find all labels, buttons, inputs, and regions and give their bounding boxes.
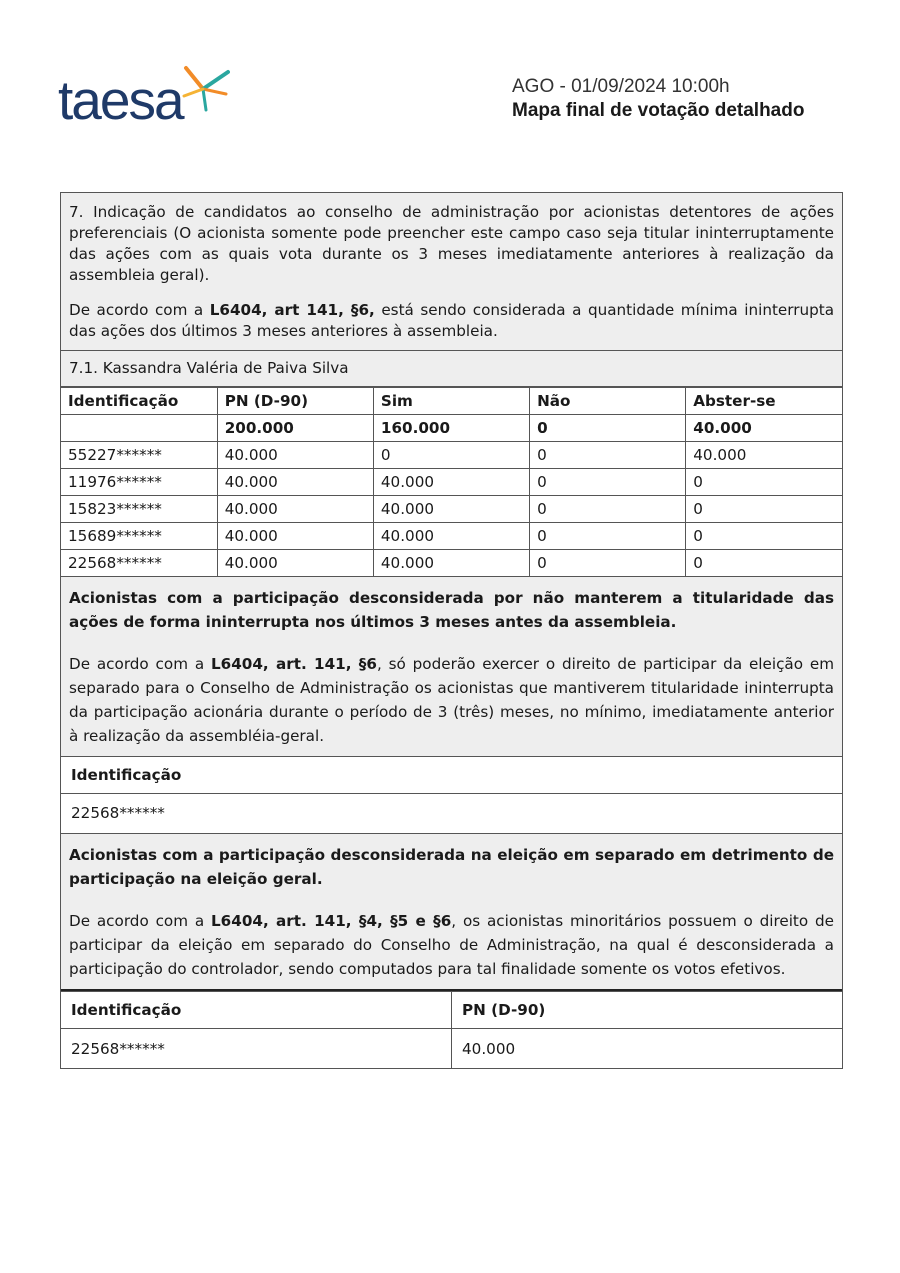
col-pn-d90: PN (D-90) bbox=[452, 992, 843, 1029]
continuity-note: De acordo com a L6404, art. 141, §6, só poderão exercer o direito de participar da eleição em separado para o Conselho de Administração os acionistas que mantiverem titularidade ininterrupta da participação acionária durante o período de 3 (três) meses, no mínimo, imediatamente anterior à realização da assembléia-geral. bbox=[69, 655, 834, 745]
cell-abster: 0 bbox=[686, 523, 842, 550]
voting-map-box bbox=[60, 192, 843, 1069]
table-header-row bbox=[61, 992, 842, 1029]
cell-sim: 40.000 bbox=[373, 550, 529, 577]
table-row bbox=[61, 442, 842, 469]
document-header bbox=[512, 76, 804, 123]
continuity-row: 22568****** bbox=[61, 793, 842, 833]
continuity-heading: Acionistas com a participação desconsiderada por não manterem a titularidade das ações de forma ininterrupta nos últimos 3 meses antes da assembleia. bbox=[69, 589, 834, 631]
cell-id: 22568****** bbox=[61, 550, 217, 577]
cell-pn: 40.000 bbox=[217, 523, 373, 550]
cell-abster: 0 bbox=[686, 469, 842, 496]
col-abster-se: Abster-se bbox=[686, 388, 842, 415]
candidate-title: 7.1. Kassandra Valéria de Paiva Silva bbox=[61, 350, 842, 386]
meeting-date: AGO - 01/09/2024 10:00h bbox=[512, 76, 730, 97]
cell-pn: 40.000 bbox=[217, 442, 373, 469]
general-heading: Acionistas com a participação desconsiderada na eleição em separado em detrimento de participação na eleição geral. bbox=[69, 846, 834, 888]
table-row bbox=[61, 550, 842, 577]
table-row bbox=[61, 523, 842, 550]
total-sim: 160.000 bbox=[373, 415, 529, 442]
cell-id: 15823****** bbox=[61, 496, 217, 523]
total-abster-se: 40.000 bbox=[686, 415, 842, 442]
legal-note: De acordo com a L6404, art 141, §6, está sendo considerada a quantidade mínima ininterrupta das ações dos últimos 3 meses anteriores à assembleia. bbox=[69, 301, 834, 340]
table-row bbox=[61, 469, 842, 496]
document-title: Mapa final de votação detalhado bbox=[512, 100, 805, 121]
cell-id: 55227****** bbox=[61, 442, 217, 469]
cell-nao: 0 bbox=[530, 496, 686, 523]
col-identificacao: Identificação bbox=[61, 992, 452, 1029]
intro-section bbox=[61, 193, 842, 350]
col-nao: Não bbox=[530, 388, 686, 415]
general-note: De acordo com a L6404, art. 141, §4, §5 e §6, os acionistas minoritários possuem o direito de participar da eleição em separado do Conselho de Administração, na qual é desconsiderada a participação do controlador, sendo computados para tal finalidade somente os votos efetivos. bbox=[69, 912, 834, 978]
cell-pn: 40.000 bbox=[217, 496, 373, 523]
cell-abster: 0 bbox=[686, 550, 842, 577]
cell-nao: 0 bbox=[530, 523, 686, 550]
item-description: 7. Indicação de candidatos ao conselho de administração por acionistas detentores de ações preferenciais (O acionista somente pode preencher este campo caso seja titular ininterruptamente das ações com as quais vota durante os 3 meses imediatamente anteriores à realização da assembleia geral). bbox=[69, 203, 834, 284]
cell-sim: 40.000 bbox=[373, 523, 529, 550]
cell-nao: 0 bbox=[530, 469, 686, 496]
col-sim: Sim bbox=[373, 388, 529, 415]
cell-pn: 40.000 bbox=[217, 550, 373, 577]
cell-sim: 0 bbox=[373, 442, 529, 469]
total-identificacao bbox=[61, 415, 217, 442]
cell-sim: 40.000 bbox=[373, 496, 529, 523]
cell-abster: 40.000 bbox=[686, 442, 842, 469]
cell-id: 15689****** bbox=[61, 523, 217, 550]
cell-nao: 0 bbox=[530, 550, 686, 577]
taesa-logo bbox=[58, 64, 230, 130]
general-election-section bbox=[61, 833, 842, 989]
table-header-row bbox=[61, 388, 842, 415]
cell-id: 11976****** bbox=[61, 469, 217, 496]
continuity-column-header: Identificação bbox=[61, 756, 842, 793]
cell-id: 22568****** bbox=[61, 1029, 452, 1069]
totals-row bbox=[61, 415, 842, 442]
cell-abster: 0 bbox=[686, 496, 842, 523]
cell-pn: 40.000 bbox=[452, 1029, 843, 1069]
table-row bbox=[61, 1029, 842, 1069]
col-pn-d90: PN (D-90) bbox=[217, 388, 373, 415]
continuity-section bbox=[61, 576, 842, 756]
cell-nao: 0 bbox=[530, 442, 686, 469]
cell-pn: 40.000 bbox=[217, 469, 373, 496]
total-nao: 0 bbox=[530, 415, 686, 442]
general-election-table bbox=[61, 989, 842, 1068]
logo-wordmark: taesa bbox=[58, 69, 183, 131]
col-identificacao: Identificação bbox=[61, 388, 217, 415]
table-row bbox=[61, 496, 842, 523]
total-pn-d90: 200.000 bbox=[217, 415, 373, 442]
cell-sim: 40.000 bbox=[373, 469, 529, 496]
candidate-votes-table bbox=[61, 386, 842, 576]
spark-icon bbox=[176, 64, 230, 114]
